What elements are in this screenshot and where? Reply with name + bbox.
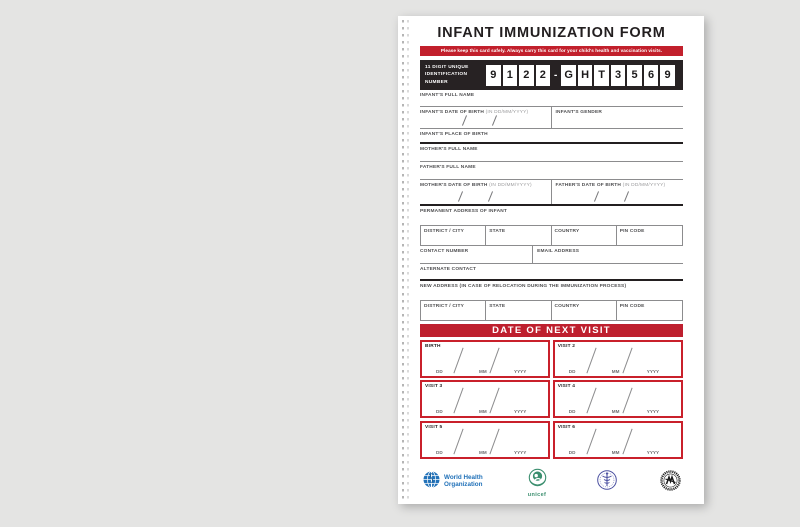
who-logo: [422, 470, 483, 494]
row-parents-dob: [420, 180, 683, 206]
field-state: STATE: [486, 301, 551, 320]
row-new-address-details: [420, 300, 683, 321]
field-alternate-contact: ALTERNATE CONTACT: [420, 264, 683, 281]
id-digit-box: 5: [627, 65, 642, 86]
date-slash: [489, 347, 499, 373]
unicef-emblem-icon: [527, 475, 548, 492]
visit-box-5: VISIT 5 DD MM YYYY: [420, 421, 550, 459]
field-infant-full-name: INFANT'S FULL NAME: [420, 90, 683, 107]
id-digit-box: 2: [519, 65, 534, 86]
date-slash: [458, 191, 463, 202]
safety-notice: Please keep this card safely. Always carry this card for your child's health and vaccination visits.: [420, 46, 683, 56]
field-infant-dob: INFANT'S DATE OF BIRTH (IN DD/MM/YYYY): [420, 107, 552, 128]
date-slash: [462, 115, 467, 126]
partner-logos: [420, 467, 683, 498]
field-pin-code: PIN CODE: [619, 303, 645, 309]
visit-box-6: VISIT 6 DD MM YYYY: [553, 421, 683, 459]
row-infant-dob-gender: [420, 107, 683, 129]
date-slash: [489, 428, 499, 454]
unicef-logo-text: unicef: [527, 491, 547, 498]
date-slash: [489, 388, 499, 414]
field-mother-full-name: MOTHER'S FULL NAME: [420, 144, 683, 162]
id-number-bar: [420, 60, 683, 90]
perforation-edge-inner: [407, 20, 409, 500]
date-slash: [453, 347, 463, 373]
who-emblem-icon: [422, 470, 441, 494]
field-pin-code: PIN CODE: [619, 228, 645, 234]
id-digit-box: 2: [536, 65, 551, 86]
date-slash: [622, 347, 632, 373]
row-contact: [420, 246, 683, 264]
date-slash: [622, 428, 632, 454]
field-mother-dob: MOTHER'S DATE OF BIRTH (IN DD/MM/YYYY): [420, 180, 552, 204]
perforation-edge: [402, 20, 404, 500]
id-separator: -: [554, 69, 558, 81]
field-country: COUNTRY: [552, 226, 617, 245]
field-country: COUNTRY: [552, 301, 617, 320]
immunization-card: [398, 16, 704, 504]
date-slash: [622, 388, 632, 414]
caduceus-emblem-icon: [596, 478, 618, 495]
date-slash: [453, 428, 463, 454]
field-email-address: EMAIL ADDRESS: [537, 248, 580, 254]
field-infant-place-of-birth: INFANT'S PLACE OF BIRTH: [420, 129, 683, 144]
visit-box-3: VISIT 3 DD MM YYYY: [420, 380, 550, 418]
field-father-dob: FATHER'S DATE OF BIRTH (IN DD/MM/YYYY): [552, 180, 684, 204]
medical-association-logo: [596, 469, 618, 496]
id-digit-box: 9: [660, 65, 675, 86]
field-district-city: DISTRICT / CITY: [421, 301, 486, 320]
date-slash: [593, 191, 598, 202]
field-father-full-name: FATHER'S FULL NAME: [420, 162, 683, 180]
unicef-logo: [522, 467, 552, 498]
id-digit-box: 3: [611, 65, 626, 86]
row-permanent-address-details: [420, 225, 683, 246]
id-digit-box: T: [594, 65, 609, 86]
id-number-label: 11 DIGIT UNIQUE IDENTIFICATION NUMBER: [425, 65, 469, 85]
id-digit-box: 6: [644, 65, 659, 86]
date-slash: [492, 115, 497, 126]
field-permanent-address: PERMANENT ADDRESS OF INFANT: [420, 208, 508, 214]
date-slash: [586, 428, 596, 454]
visit-box-birth: BIRTH DD MM YYYY: [420, 340, 550, 378]
id-digit-box: G: [561, 65, 576, 86]
field-district-city: DISTRICT / CITY: [421, 226, 486, 245]
id-digit-box: 9: [486, 65, 501, 86]
id-digit-box: H: [578, 65, 593, 86]
id-digit-box: 1: [503, 65, 518, 86]
date-slash: [586, 388, 596, 414]
next-visit-header: DATE OF NEXT VISIT: [420, 324, 683, 337]
pediatrics-academy-logo: [660, 470, 681, 496]
academy-emblem-icon: [660, 478, 681, 495]
field-new-address: NEW ADDRESS (IN CASE OF RELOCATION DURING THE IMMUNIZATION PROCESS): [420, 283, 627, 289]
visit-box-2: VISIT 2 DD MM YYYY: [553, 340, 683, 378]
date-slash: [623, 191, 628, 202]
date-slash: [488, 191, 493, 202]
form-title: INFANT IMMUNIZATION FORM: [437, 25, 666, 41]
field-contact-number: CONTACT NUMBER: [420, 246, 533, 263]
date-slash: [586, 347, 596, 373]
who-logo-text: World Health Organization: [444, 473, 483, 488]
field-infant-gender: INFANT'S GENDER: [555, 109, 603, 115]
field-state: STATE: [486, 226, 551, 245]
visit-box-4: VISIT 4 DD MM YYYY: [553, 380, 683, 418]
id-digit-boxes: [486, 65, 675, 86]
date-slash: [453, 388, 463, 414]
visit-grid: [420, 340, 683, 459]
